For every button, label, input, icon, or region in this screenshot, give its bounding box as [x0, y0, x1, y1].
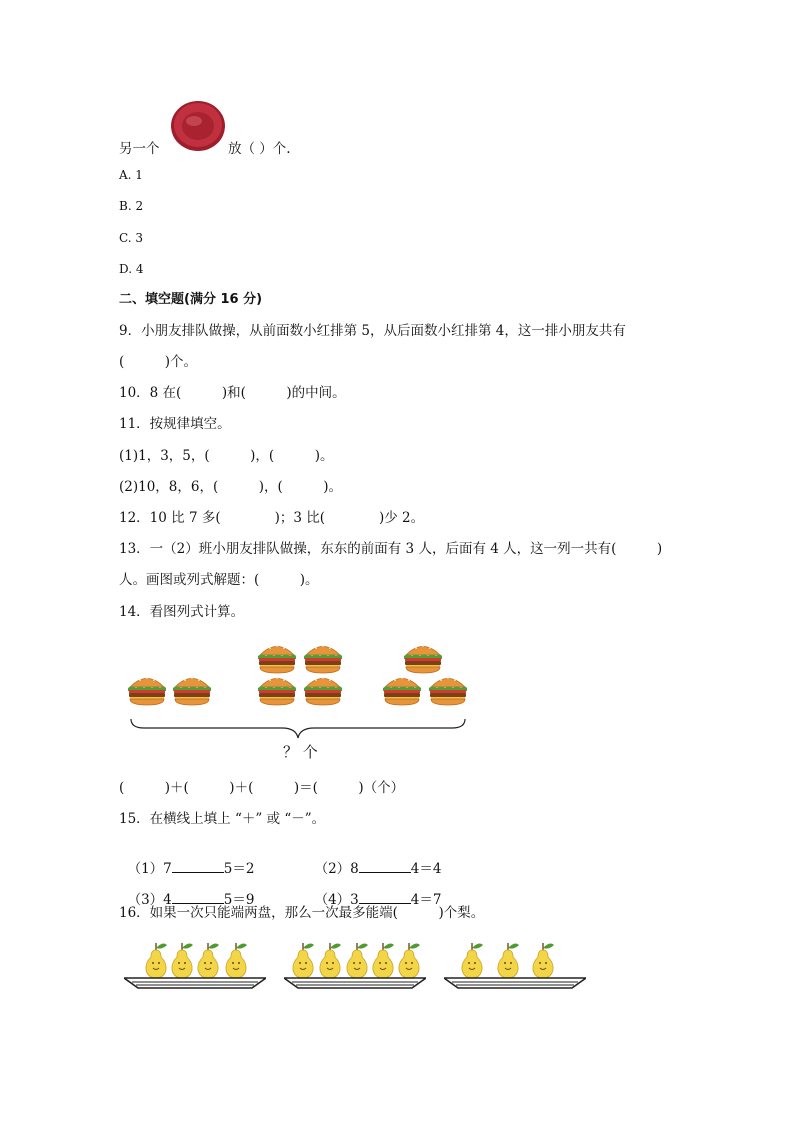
pear-icon	[169, 941, 195, 979]
q11-part2: (2)10，8，6，( )，( )。	[119, 479, 343, 495]
q13-line1: 13．一（2）班小朋友排队做操，东东的前面有 3 人，后面有 4 人，这一列一共有( )	[119, 541, 663, 557]
pear-icon	[195, 941, 221, 979]
tray-icon	[124, 976, 266, 990]
hamburger-icon	[302, 672, 344, 706]
q12-text: 12．10 比 7 多( )；3 比( )少 2。	[119, 510, 425, 526]
q14-question-label: ？ 个	[283, 743, 318, 761]
q15-item-rhs: 5＝2	[223, 861, 255, 877]
q15-item-label: （3）4	[127, 892, 172, 908]
q10-text: 10．8 在( )和( )的中间。	[119, 385, 346, 401]
q8-prefix: 另一个	[119, 141, 160, 157]
answer-blank[interactable]	[172, 891, 224, 904]
q8-suffix: 放（ ）个.	[228, 141, 291, 157]
option-a: A. 1	[119, 168, 143, 182]
pear-icon	[530, 941, 556, 979]
q15-item-label: （2）8	[314, 861, 359, 877]
red-plate-icon	[170, 100, 226, 152]
q16-text: 16．如果一次只能端两盘，那么一次最多能端( )个梨。	[119, 905, 485, 921]
pear-icon	[370, 941, 396, 979]
q15-item-rhs: 4＝4	[410, 861, 442, 877]
hamburger-icon	[256, 640, 298, 674]
hamburger-icon	[402, 640, 444, 674]
pear-icon	[495, 941, 521, 979]
hamburger-icon	[126, 672, 168, 706]
section-heading: 二、填空题(满分 16 分)	[119, 292, 263, 307]
answer-blank[interactable]	[359, 860, 411, 873]
q9-line1: 9．小朋友排队做操，从前面数小红排第 5，从后面数小红排第 4，这一排小朋友共有	[119, 323, 626, 339]
hamburger-icon	[256, 672, 298, 706]
q13-line2: 人。画图或列式解题：( )。	[119, 572, 319, 588]
q11-part1: (1)1，3，5，( )，( )。	[119, 448, 334, 464]
option-b: B. 2	[119, 199, 144, 213]
brace	[130, 718, 466, 740]
q15-item-label: （4）3	[314, 892, 359, 908]
q15-item-label: （1）7	[127, 861, 172, 877]
answer-blank[interactable]	[172, 860, 224, 873]
q14-equation: ( )＋( )＋( )＝( )（个）	[119, 780, 405, 796]
pear-icon	[459, 941, 485, 979]
tray-icon	[444, 976, 586, 990]
hamburger-icon	[171, 672, 213, 706]
pear-icon	[344, 941, 370, 979]
pear-icon	[396, 941, 422, 979]
tray-icon	[284, 976, 426, 990]
q15-title: 15．在横线上填上 “＋” 或 “－”。	[119, 811, 326, 827]
q15-item-rhs: 4＝7	[410, 892, 442, 908]
pear-icon	[290, 941, 316, 979]
answer-blank[interactable]	[359, 891, 411, 904]
q11-title: 11．按规律填空。	[119, 416, 231, 432]
q9-line2: ( )个。	[119, 354, 198, 370]
hamburger-icon	[302, 640, 344, 674]
pear-icon	[223, 941, 249, 979]
pear-icon	[143, 941, 169, 979]
option-d: D. 4	[119, 262, 144, 276]
hamburger-icon	[381, 672, 423, 706]
option-c: C. 3	[119, 231, 144, 245]
hamburger-icon	[427, 672, 469, 706]
q15-item-rhs: 5＝9	[223, 892, 255, 908]
q14-title: 14．看图列式计算。	[119, 604, 245, 620]
pear-icon	[317, 941, 343, 979]
